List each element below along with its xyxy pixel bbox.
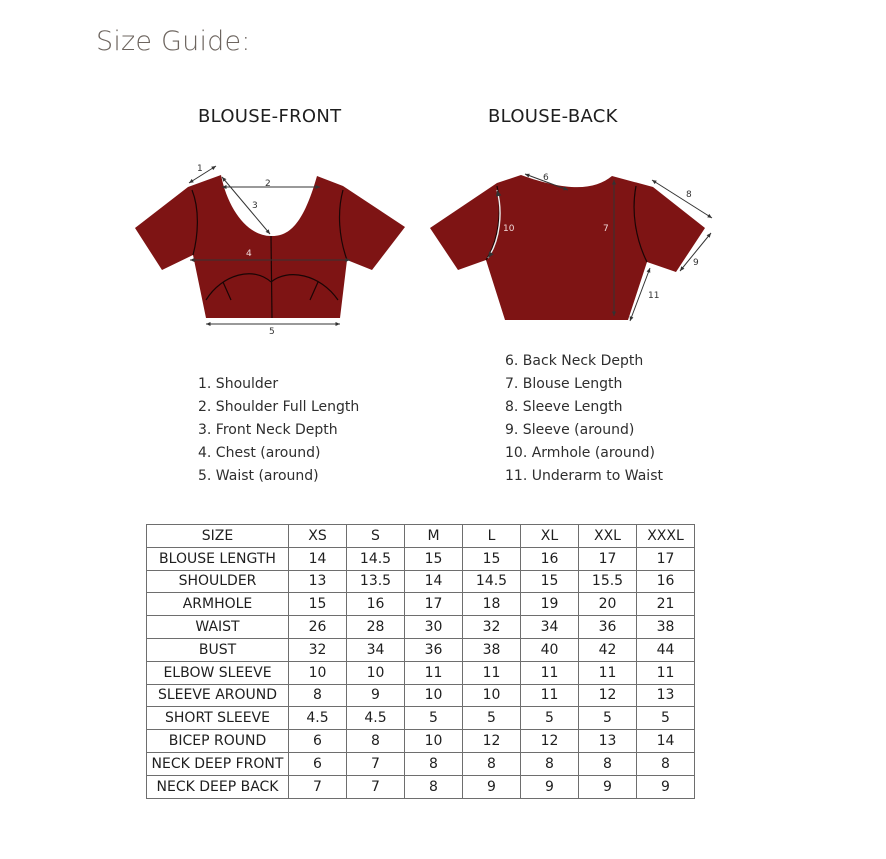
table-cell: 8: [521, 752, 579, 775]
table-cell: 36: [405, 638, 463, 661]
table-cell: 10: [289, 661, 347, 684]
blouse-diagrams: [0, 0, 886, 360]
table-cell: 10: [405, 730, 463, 753]
table-cell: 14.5: [463, 570, 521, 593]
row-label-cell: SHORT SLEEVE: [147, 707, 289, 730]
table-row: [147, 684, 695, 707]
table-cell: 5: [579, 707, 637, 730]
back-view-label: BLOUSE-BACK: [488, 106, 618, 127]
table-cell: 38: [463, 638, 521, 661]
table-row: [147, 730, 695, 753]
size-chart-table: [146, 524, 695, 799]
table-cell: 21: [637, 593, 695, 616]
legend-item: 1. Shoulder: [198, 376, 279, 392]
table-cell: 7: [347, 752, 405, 775]
table-row: [147, 616, 695, 639]
table-cell: 11: [521, 661, 579, 684]
legend-item: 8. Sleeve Length: [505, 399, 623, 415]
svg-text:8: 8: [686, 190, 692, 200]
table-cell: 15: [521, 570, 579, 593]
column-header: XXL: [579, 525, 637, 548]
table-cell: 8: [579, 752, 637, 775]
table-cell: 42: [579, 638, 637, 661]
table-cell: 16: [347, 593, 405, 616]
table-cell: 11: [405, 661, 463, 684]
svg-text:6: 6: [543, 173, 549, 183]
svg-text:4: 4: [246, 249, 252, 259]
table-cell: 4.5: [347, 707, 405, 730]
table-cell: 32: [289, 638, 347, 661]
svg-text:11: 11: [648, 291, 660, 301]
table-cell: 34: [521, 616, 579, 639]
row-label-cell: NECK DEEP BACK: [147, 775, 289, 798]
svg-text:7: 7: [603, 224, 609, 234]
table-cell: 8: [405, 752, 463, 775]
legend-item: 10. Armhole (around): [505, 445, 655, 461]
table-cell: 14.5: [347, 547, 405, 570]
table-cell: 4.5: [289, 707, 347, 730]
row-label-cell: BICEP ROUND: [147, 730, 289, 753]
table-cell: 5: [463, 707, 521, 730]
table-cell: 19: [521, 593, 579, 616]
table-cell: 10: [463, 684, 521, 707]
table-cell: 8: [405, 775, 463, 798]
table-cell: 18: [463, 593, 521, 616]
table-cell: 13: [579, 730, 637, 753]
table-cell: 14: [405, 570, 463, 593]
table-cell: 8: [289, 684, 347, 707]
table-cell: 5: [405, 707, 463, 730]
table-cell: 32: [463, 616, 521, 639]
column-header: SIZE: [147, 525, 289, 548]
table-cell: 11: [579, 661, 637, 684]
column-header: L: [463, 525, 521, 548]
row-label-cell: SLEEVE AROUND: [147, 684, 289, 707]
table-cell: 15: [405, 547, 463, 570]
table-cell: 17: [637, 547, 695, 570]
column-header: XS: [289, 525, 347, 548]
column-header: M: [405, 525, 463, 548]
front-measurements-legend: [198, 373, 359, 488]
table-cell: 44: [637, 638, 695, 661]
table-cell: 17: [579, 547, 637, 570]
table-cell: 15: [289, 593, 347, 616]
row-label-cell: NECK DEEP FRONT: [147, 752, 289, 775]
blouse-back-shape: [430, 175, 705, 320]
blouse-front-diagram: [135, 166, 405, 324]
table-cell: 8: [347, 730, 405, 753]
page-title: Size Guide:: [96, 26, 251, 57]
table-cell: 15: [463, 547, 521, 570]
svg-text:2: 2: [265, 179, 271, 189]
table-cell: 34: [347, 638, 405, 661]
table-cell: 11: [521, 684, 579, 707]
table-cell: 16: [637, 570, 695, 593]
legend-item: 5. Waist (around): [198, 468, 319, 484]
legend-item: 6. Back Neck Depth: [505, 353, 644, 369]
svg-text:10: 10: [503, 224, 515, 234]
table-row: [147, 638, 695, 661]
table-cell: 17: [405, 593, 463, 616]
table-cell: 11: [463, 661, 521, 684]
column-header: S: [347, 525, 405, 548]
table-cell: 30: [405, 616, 463, 639]
row-label-cell: SHOULDER: [147, 570, 289, 593]
legend-item: 9. Sleeve (around): [505, 422, 635, 438]
table-cell: 5: [521, 707, 579, 730]
table-header-row: [147, 525, 695, 548]
legend-item: 3. Front Neck Depth: [198, 422, 338, 438]
blouse-front-shape: [135, 175, 405, 318]
blouse-back-diagram: [430, 174, 712, 321]
table-cell: 12: [463, 730, 521, 753]
table-cell: 7: [347, 775, 405, 798]
table-cell: 14: [289, 547, 347, 570]
table-cell: 9: [347, 684, 405, 707]
table-cell: 9: [579, 775, 637, 798]
back-measurements-legend: [505, 350, 663, 488]
table-row: [147, 547, 695, 570]
table-cell: 7: [289, 775, 347, 798]
table-cell: 5: [637, 707, 695, 730]
table-cell: 38: [637, 616, 695, 639]
legend-item: 2. Shoulder Full Length: [198, 399, 360, 415]
row-label-cell: WAIST: [147, 616, 289, 639]
table-cell: 12: [521, 730, 579, 753]
legend-item: 7. Blouse Length: [505, 376, 623, 392]
svg-text:3: 3: [252, 201, 258, 211]
table-cell: 9: [463, 775, 521, 798]
table-row: [147, 707, 695, 730]
column-header: XXXL: [637, 525, 695, 548]
row-label-cell: BLOUSE LENGTH: [147, 547, 289, 570]
table-cell: 6: [289, 752, 347, 775]
table-row: [147, 593, 695, 616]
table-cell: 9: [521, 775, 579, 798]
row-label-cell: ELBOW SLEEVE: [147, 661, 289, 684]
table-row: [147, 661, 695, 684]
table-cell: 10: [347, 661, 405, 684]
table-cell: 28: [347, 616, 405, 639]
table-cell: 16: [521, 547, 579, 570]
svg-text:5: 5: [269, 327, 275, 337]
table-row: [147, 570, 695, 593]
table-cell: 15.5: [579, 570, 637, 593]
table-cell: 13: [637, 684, 695, 707]
table-cell: 8: [463, 752, 521, 775]
row-label-cell: BUST: [147, 638, 289, 661]
table-cell: 13.5: [347, 570, 405, 593]
table-cell: 9: [637, 775, 695, 798]
legend-item: 4. Chest (around): [198, 445, 321, 461]
column-header: XL: [521, 525, 579, 548]
table-cell: 20: [579, 593, 637, 616]
table-cell: 10: [405, 684, 463, 707]
svg-text:1: 1: [197, 164, 203, 174]
table-row: [147, 775, 695, 798]
table-cell: 36: [579, 616, 637, 639]
legend-item: 11. Underarm to Waist: [505, 468, 663, 484]
table-row: [147, 752, 695, 775]
table-cell: 8: [637, 752, 695, 775]
table-cell: 13: [289, 570, 347, 593]
table-cell: 26: [289, 616, 347, 639]
size-table-body: [147, 547, 695, 798]
table-cell: 14: [637, 730, 695, 753]
table-cell: 12: [579, 684, 637, 707]
row-label-cell: ARMHOLE: [147, 593, 289, 616]
front-view-label: BLOUSE-FRONT: [198, 106, 342, 127]
table-cell: 11: [637, 661, 695, 684]
table-cell: 6: [289, 730, 347, 753]
svg-text:9: 9: [693, 258, 699, 268]
table-cell: 40: [521, 638, 579, 661]
